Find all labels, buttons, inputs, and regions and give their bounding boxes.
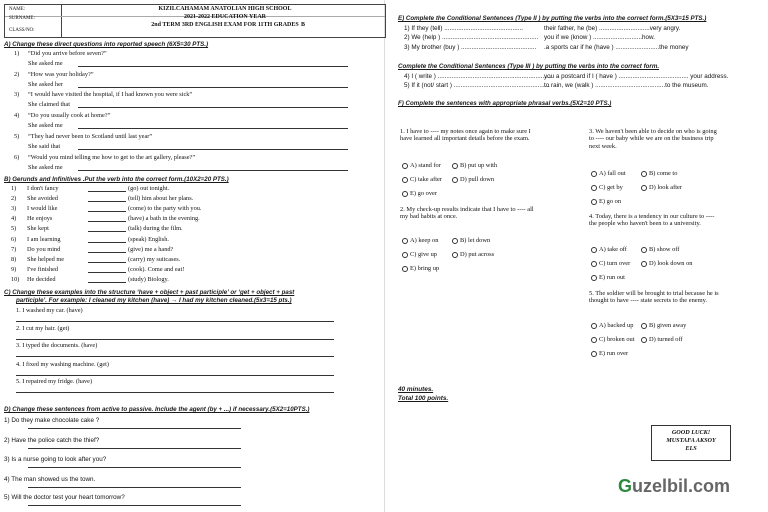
conditional-part-b: their father, he (be) .............................very angry. xyxy=(544,25,681,32)
column-divider xyxy=(384,0,385,512)
item-prompt: (have) a bath in the evening. xyxy=(128,215,200,223)
option-label: A) keep on xyxy=(410,237,439,244)
answer-option[interactable] xyxy=(641,170,677,177)
item-subject: She kept xyxy=(27,225,49,233)
answer-line[interactable] xyxy=(78,66,348,67)
item-subject: He enjoys xyxy=(27,215,53,223)
question-number: 5) xyxy=(14,132,20,140)
answer-lead: She claimed that xyxy=(28,101,70,109)
answer-option[interactable] xyxy=(591,322,633,329)
exam-header xyxy=(4,4,386,38)
teacher-stamp xyxy=(651,425,731,461)
option-label: E) run over xyxy=(599,350,629,357)
radio-icon[interactable] xyxy=(641,171,647,177)
section-c-title-line1: C) Change these examples into the structure ‘have + object + past participle’ or ‘get + object + past xyxy=(4,289,295,296)
school-name: KIZILCAHAMAM ANATOLIAN HIGH SCHOOL xyxy=(158,6,292,12)
radio-icon[interactable] xyxy=(591,275,597,281)
item-subject: I've finished xyxy=(27,265,59,273)
question-text: “I would have visited the hospital, if I had known you were sick” xyxy=(28,91,193,99)
logo-text: uzelbil.com xyxy=(632,476,731,496)
answer-option[interactable] xyxy=(402,237,438,244)
question-text: 4. Today, there is a tendency in our culture to ---- xyxy=(589,213,715,220)
time-allowed: 40 minutes. xyxy=(398,386,434,393)
answer-option[interactable] xyxy=(591,260,630,267)
item-number: 10) xyxy=(11,275,20,283)
transform-item: 5. I repaired my fridge. (have) xyxy=(16,378,93,385)
option-label: D) put across xyxy=(460,251,495,258)
answer-line[interactable] xyxy=(78,128,348,129)
radio-icon[interactable] xyxy=(641,337,647,343)
item-prompt: (cook). Come and eat! xyxy=(128,265,185,273)
answer-line[interactable] xyxy=(78,87,348,88)
answer-line[interactable] xyxy=(78,149,348,150)
item-prompt: (speak) English. xyxy=(128,235,169,243)
option-label: B) come to xyxy=(649,170,678,177)
answer-line[interactable] xyxy=(16,321,334,322)
option-label: B) let down xyxy=(460,237,491,244)
option-label: D) turned off xyxy=(649,336,683,343)
option-label: D) pull down xyxy=(460,176,495,183)
section-b-title: B) Gerunds and Infinitives .Put the verb into the correct form.(10X2=20 PTS.) xyxy=(4,176,229,183)
answer-option[interactable] xyxy=(591,170,626,177)
question-text: “Did you arrive before seven?” xyxy=(28,50,107,57)
option-label: E) go over xyxy=(410,190,437,197)
conditional-part-b: to rain, we (walk ) ........................................to the museum. xyxy=(544,82,709,90)
answer-option[interactable] xyxy=(641,336,683,343)
answer-line[interactable] xyxy=(16,392,334,393)
question-text: 2. My check-up results indicate that I have to ---- all xyxy=(400,206,534,213)
answer-line[interactable] xyxy=(78,107,348,108)
answer-blank[interactable] xyxy=(88,272,126,273)
answer-blank[interactable] xyxy=(88,262,126,263)
question-text: have learned all important details before the exam. xyxy=(400,135,530,143)
answer-lead: She asked me xyxy=(28,163,63,171)
transform-item: 3. I typed the documents. (have) xyxy=(16,342,98,349)
answer-option[interactable] xyxy=(452,237,490,244)
question-text: my bad habits at once. xyxy=(400,213,458,221)
radio-icon[interactable] xyxy=(591,351,597,357)
transform-item: 4. I fixed my washing machine. (get) xyxy=(16,361,110,368)
exam-title: 2nd TERM 3RD ENGLISH EXAM FOR 11TH GRADES xyxy=(151,22,299,28)
transform-item: 2. I cut my hair. (get) xyxy=(16,325,70,332)
answer-option[interactable] xyxy=(402,162,441,169)
radio-icon[interactable] xyxy=(641,323,647,329)
item-number: 8) xyxy=(11,255,17,263)
item-prompt: (go) out tonight. xyxy=(128,185,170,192)
option-label: B) put up with xyxy=(460,162,498,169)
radio-icon[interactable] xyxy=(591,171,597,177)
question-text: “How was your holiday?” xyxy=(28,70,94,78)
item-number: 6) xyxy=(11,235,17,243)
logo-g-icon: G xyxy=(618,476,633,496)
radio-icon[interactable] xyxy=(641,261,647,267)
answer-lead: She said that xyxy=(28,142,61,150)
option-label: A) backed up xyxy=(599,322,634,329)
item-number: 9) xyxy=(11,265,17,273)
radio-icon[interactable] xyxy=(402,191,408,197)
radio-icon[interactable] xyxy=(402,163,408,169)
question-text: “Would you mind telling me how to get to the art gallery, please?” xyxy=(28,153,196,161)
radio-icon[interactable] xyxy=(641,185,647,191)
option-label: B) given away xyxy=(649,322,687,329)
option-label: C) broken out xyxy=(599,336,635,343)
answer-option[interactable] xyxy=(591,184,623,191)
answer-option[interactable] xyxy=(591,350,628,357)
conditional-part-a: 4) I ( write ) ................................................................. xyxy=(404,73,552,80)
conditional-part-b: you if we (know ) ............................how. xyxy=(544,34,655,42)
answer-blank[interactable] xyxy=(88,191,126,192)
item-subject: I am learning xyxy=(27,235,61,243)
answer-option[interactable] xyxy=(402,176,442,183)
question-text: 1. I have to ---- my notes once again to make sure I xyxy=(400,128,531,135)
radio-icon[interactable] xyxy=(591,337,597,343)
item-number: 5) xyxy=(11,225,17,233)
question-text: “Do you usually cook at home?” xyxy=(28,112,111,120)
item-number: 4) xyxy=(11,215,17,223)
answer-option[interactable] xyxy=(591,246,627,253)
conditional-part-a: 1) If they (tell) ............................................. xyxy=(404,25,523,32)
item-subject: She helped me xyxy=(27,255,65,263)
question-number: 4) xyxy=(14,112,20,120)
answer-line[interactable] xyxy=(16,356,334,357)
answer-option[interactable] xyxy=(452,176,494,183)
item-subject: She avoided xyxy=(27,195,58,203)
answer-lead: She asked me xyxy=(28,122,63,130)
name-label: NAME: xyxy=(9,7,26,12)
radio-icon[interactable] xyxy=(591,199,597,205)
answer-option[interactable] xyxy=(402,265,439,272)
guzelbil-logo xyxy=(618,476,730,497)
item-prompt: (talk) during the film. xyxy=(128,225,183,233)
passive-item: 3) Is a nurse going to look after you? xyxy=(4,456,107,463)
radio-icon[interactable] xyxy=(591,185,597,191)
question-number: 6) xyxy=(14,153,20,161)
radio-icon[interactable] xyxy=(402,252,408,258)
answer-option[interactable] xyxy=(402,190,437,197)
option-label: A) take off xyxy=(599,246,627,253)
option-label: E) run out xyxy=(599,274,625,281)
option-label: A) stand for xyxy=(410,162,441,169)
item-prompt: (tell) him about her plans. xyxy=(128,195,194,203)
radio-icon[interactable] xyxy=(641,247,647,253)
conditional-part-b: .a sports car if he (have ) .........................the money xyxy=(544,43,689,51)
answer-blank[interactable] xyxy=(88,231,126,232)
option-label: D) look after xyxy=(649,184,683,191)
answer-line[interactable] xyxy=(16,375,334,376)
passive-item: 2) Have the police catch the thief? xyxy=(4,437,100,444)
answer-line[interactable] xyxy=(16,339,334,340)
item-number: 7) xyxy=(11,245,17,253)
class-label: CLASS/NO: xyxy=(9,28,35,33)
option-label: C) turn over xyxy=(599,260,631,267)
conditional-part-a: 5) If it (not/ start ) ....................................................... xyxy=(404,82,550,90)
passive-item: 1) Do they make chocolate cake ? xyxy=(4,417,100,424)
question-text: to ---- our baby while we are on the business trip xyxy=(589,135,714,143)
question-text: 5. The soldier will be brought to trial because he is xyxy=(589,290,719,297)
passive-item: 4) The man showed us the town. xyxy=(4,476,96,483)
answer-option[interactable] xyxy=(591,336,635,343)
question-text: the people who haven't been to a university. xyxy=(589,220,701,228)
radio-icon[interactable] xyxy=(591,247,597,253)
radio-icon[interactable] xyxy=(591,323,597,329)
answer-blank[interactable] xyxy=(88,252,126,253)
answer-line[interactable] xyxy=(28,448,241,449)
answer-option[interactable] xyxy=(641,322,686,329)
conditional-part-b: you a postcard if I ( have ) ........................................ your address. xyxy=(544,73,729,80)
question-number: 2) xyxy=(14,70,20,78)
question-text: thought to have ---- state secrets to the enemy. xyxy=(589,297,707,305)
surname-label: SURNAME: xyxy=(9,16,35,21)
exam-group: B xyxy=(301,22,306,28)
option-label: E) bring up xyxy=(410,265,440,272)
answer-lead: She asked her xyxy=(28,80,63,88)
item-subject: I would like xyxy=(27,205,58,213)
option-label: C) give up xyxy=(410,251,437,258)
stamp-good-luck: GOOD LUCK! xyxy=(671,429,711,436)
radio-icon[interactable] xyxy=(402,177,408,183)
answer-line[interactable] xyxy=(28,467,241,468)
question-number: 3) xyxy=(14,91,20,99)
answer-option[interactable] xyxy=(402,251,437,258)
total-points: Total 100 points. xyxy=(398,395,449,402)
question-text: 3. We haven't been able to decide on who is going xyxy=(589,128,717,135)
section-c-title-line2: participle’. For example: I cleaned my kitchen (have) → I had my kitchen cleaned.(5x3=15 pts.) xyxy=(16,297,292,304)
option-label: E) go on xyxy=(599,198,622,205)
section-a-title: A) Change these direct questions into reported speech (6X5=30 PTS.) xyxy=(4,41,209,48)
conditional-part-a: 2) We (help ) ....................................................... xyxy=(404,34,539,42)
item-subject: I don't fancy xyxy=(27,185,59,192)
option-label: A) fall out xyxy=(599,170,626,177)
transform-item: 1. I washed my car. (have) xyxy=(16,307,83,314)
section-e-title: E) Complete the Conditional Sentences (Type II ) by putting the verbs into the correct form.(5X3=15 PTS.) xyxy=(398,15,707,22)
item-prompt: (study) Biology. xyxy=(128,275,169,283)
answer-option[interactable] xyxy=(591,198,621,205)
question-number: 1) xyxy=(14,50,20,57)
item-number: 2) xyxy=(11,195,17,203)
option-label: C) get by xyxy=(599,184,623,191)
option-label: D) look down on xyxy=(649,260,693,267)
passive-item: 5) Will the doctor test your heart tomorrow? xyxy=(4,494,125,501)
option-label: B) show off xyxy=(649,246,680,253)
answer-blank[interactable] xyxy=(88,242,126,243)
answer-option[interactable] xyxy=(641,184,682,191)
conditional-part-a: 3) My brother (buy ) ........................................... xyxy=(404,43,537,51)
answer-line[interactable] xyxy=(78,170,348,171)
answer-option[interactable] xyxy=(641,260,693,267)
radio-icon[interactable] xyxy=(452,252,458,258)
item-prompt: (give) me a hand? xyxy=(128,245,174,253)
education-year: 2021-2022 EDUCATION YEAR xyxy=(183,14,266,20)
item-subject: He decided xyxy=(27,275,56,283)
question-text: next week. xyxy=(589,142,617,150)
answer-option[interactable] xyxy=(452,251,494,258)
answer-blank[interactable] xyxy=(88,282,126,283)
item-number: 1) xyxy=(11,185,17,192)
option-label: C) take after xyxy=(410,176,442,183)
radio-icon[interactable] xyxy=(452,163,458,169)
answer-line[interactable] xyxy=(28,428,241,429)
item-number: 3) xyxy=(11,205,17,213)
item-subject: Do you mind xyxy=(27,245,61,253)
answer-option[interactable] xyxy=(452,162,497,169)
question-text: “They had never been to Scotland until last year” xyxy=(28,132,153,140)
section-d-title: D) Change these sentences from active to passive. Include the agent (by + ...) if necessary.(5X2=10PTS.) xyxy=(4,406,310,413)
answer-option[interactable] xyxy=(641,246,679,253)
section-e-title-type3: Complete the Conditional Sentences (Type III ) by putting the verbs into the correct form. xyxy=(398,63,660,70)
answer-blank[interactable] xyxy=(88,201,126,202)
answer-lead: She asked me xyxy=(28,60,63,67)
answer-blank[interactable] xyxy=(88,211,126,212)
stamp-els: ELS xyxy=(685,445,697,452)
answer-option[interactable] xyxy=(591,274,625,281)
radio-icon[interactable] xyxy=(591,261,597,267)
item-prompt: (carry) my suitcases. xyxy=(128,255,181,263)
stamp-teacher-name: MUSTAFA AKSOY xyxy=(666,437,716,444)
radio-icon[interactable] xyxy=(452,238,458,244)
section-f-title: F) Complete the sentences with appropriate phrasal verbs.(5X2=10 PTS.) xyxy=(398,100,612,107)
item-prompt: (come) to the party with you. xyxy=(128,205,202,213)
radio-icon[interactable] xyxy=(452,177,458,183)
answer-blank[interactable] xyxy=(88,221,126,222)
answer-line[interactable] xyxy=(28,487,241,488)
radio-icon[interactable] xyxy=(402,238,408,244)
radio-icon[interactable] xyxy=(402,266,408,272)
answer-line[interactable] xyxy=(28,505,241,506)
